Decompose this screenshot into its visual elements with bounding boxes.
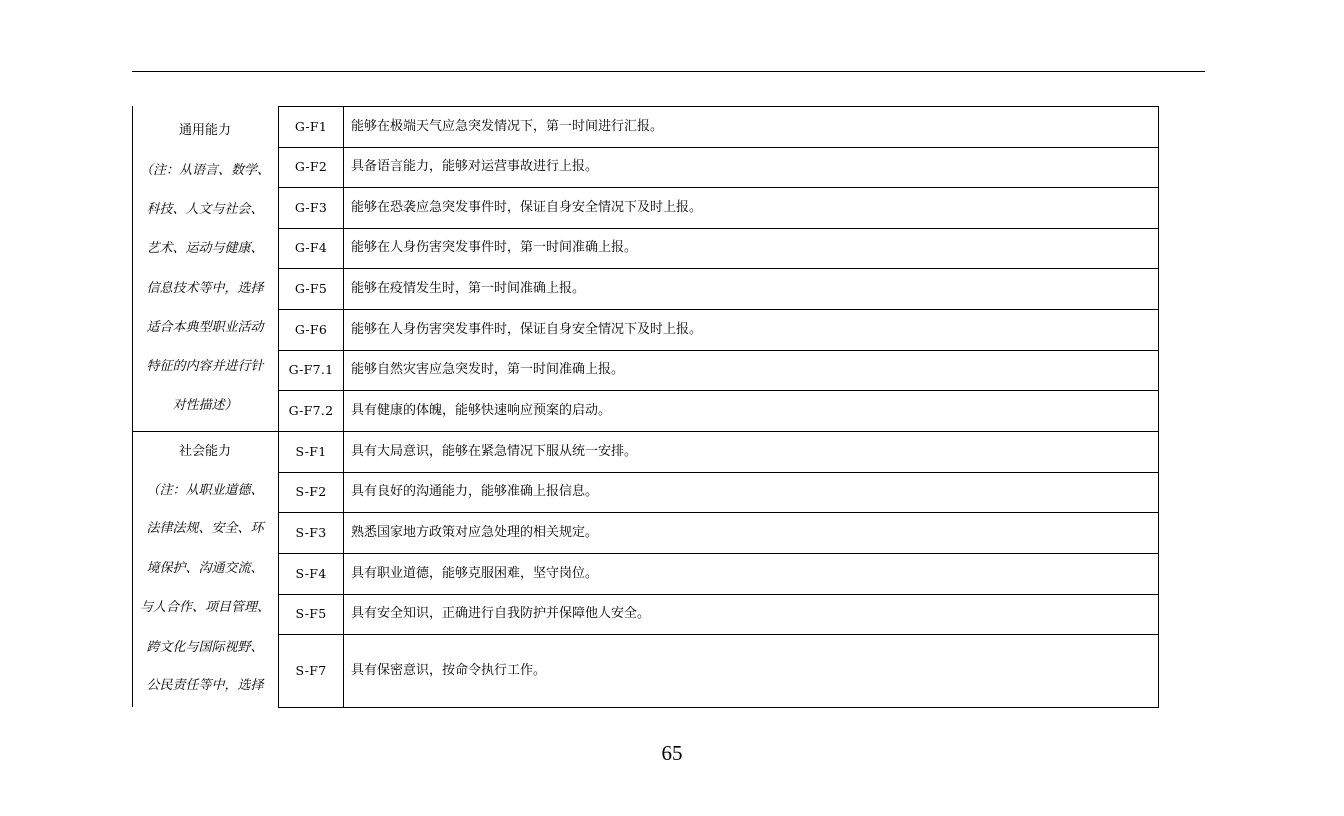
row-divider (278, 268, 1158, 269)
row-description: 具有良好的沟通能力，能够准确上报信息。 (351, 484, 599, 499)
row-code: G-F3 (294, 199, 328, 215)
category-note-line: （注：从职业道德、 (146, 483, 264, 498)
row-code: G-F5 (294, 280, 328, 296)
row-divider (278, 309, 1158, 310)
row-code: G-F4 (294, 240, 328, 255)
category-note-line: 法律法规、安全、环 (146, 521, 264, 536)
row-description: 具有安全知识，正确进行自我防护并保障他人安全。 (351, 606, 651, 621)
row-divider (278, 707, 1158, 708)
category-note-line: 科技、人文与社会、 (146, 202, 264, 217)
category-note-line: 适合本典型职业活动 (146, 320, 264, 335)
row-code: S-F5 (295, 606, 327, 621)
row-code: G-F7.2 (288, 402, 334, 418)
row-code: S-F4 (295, 565, 327, 581)
category-note-line: （注：从语言、数学、 (139, 163, 270, 178)
row-divider (278, 512, 1158, 513)
row-description: 具有保密意识，按命令执行工作。 (351, 662, 547, 678)
row-code: S-F7 (295, 662, 327, 678)
row-description: 熟悉国家地方政策对应急处理的相关规定。 (351, 524, 599, 540)
group-divider (132, 431, 1159, 432)
row-description: 能够在人身伤害突发事件时，第一时间准确上报。 (351, 240, 638, 255)
row-code: S-F1 (295, 443, 327, 459)
table-border-top (278, 106, 1158, 107)
row-divider (278, 228, 1158, 229)
category-note-line: 特征的内容并进行针 (146, 359, 264, 374)
row-divider (278, 390, 1158, 391)
row-code: G-F7.1 (288, 362, 334, 377)
row-description: 能够在恐袭应急突发事件时，保证自身安全情况下及时上报。 (351, 199, 703, 215)
row-divider (278, 634, 1158, 635)
row-code: G-F1 (294, 118, 328, 134)
table-border-right (1158, 106, 1159, 708)
row-description: 具备语言能力，能够对运营事故进行上报。 (351, 159, 599, 174)
row-description: 能够在极端天气应急突发情况下，第一时间进行汇报。 (351, 118, 664, 134)
row-description: 能够在疫情发生时，第一时间准确上报。 (351, 280, 586, 296)
category-note-line: 艺术、运动与健康、 (146, 241, 264, 256)
row-description: 具有健康的体魄，能够快速响应预案的启动。 (351, 402, 612, 418)
category-note-line: 与人合作、项目管理、 (139, 600, 270, 615)
row-divider (278, 553, 1158, 554)
category-note-line: 信息技术等中，选择 (146, 281, 264, 296)
row-divider (278, 350, 1158, 351)
row-description: 具有大局意识，能够在紧急情况下服从统一安排。 (351, 443, 638, 459)
category-note-line: 对性描述） (172, 398, 238, 413)
category-note-line: 境保护、沟通交流、 (146, 561, 264, 576)
row-description: 具有职业道德，能够克服困难，坚守岗位。 (351, 565, 599, 581)
row-code: G-F6 (294, 321, 328, 337)
category-note-line: 公民责任等中，选择 (146, 678, 264, 693)
category-title: 通用能力 (178, 123, 231, 138)
row-code: G-F2 (294, 159, 328, 174)
header-rule (132, 71, 1205, 72)
category-note-line: 跨文化与国际视野、 (146, 640, 264, 655)
row-code: S-F3 (295, 524, 327, 540)
page-number: 65 (661, 741, 683, 765)
row-code: S-F2 (295, 484, 327, 499)
row-description: 能够在人身伤害突发事件时，保证自身安全情况下及时上报。 (351, 321, 703, 337)
row-divider (278, 187, 1158, 188)
row-divider (278, 594, 1158, 595)
row-divider (278, 147, 1158, 148)
row-description: 能够自然灾害应急突发时，第一时间准确上报。 (351, 362, 625, 377)
category-title: 社会能力 (178, 444, 231, 459)
row-divider (278, 472, 1158, 473)
